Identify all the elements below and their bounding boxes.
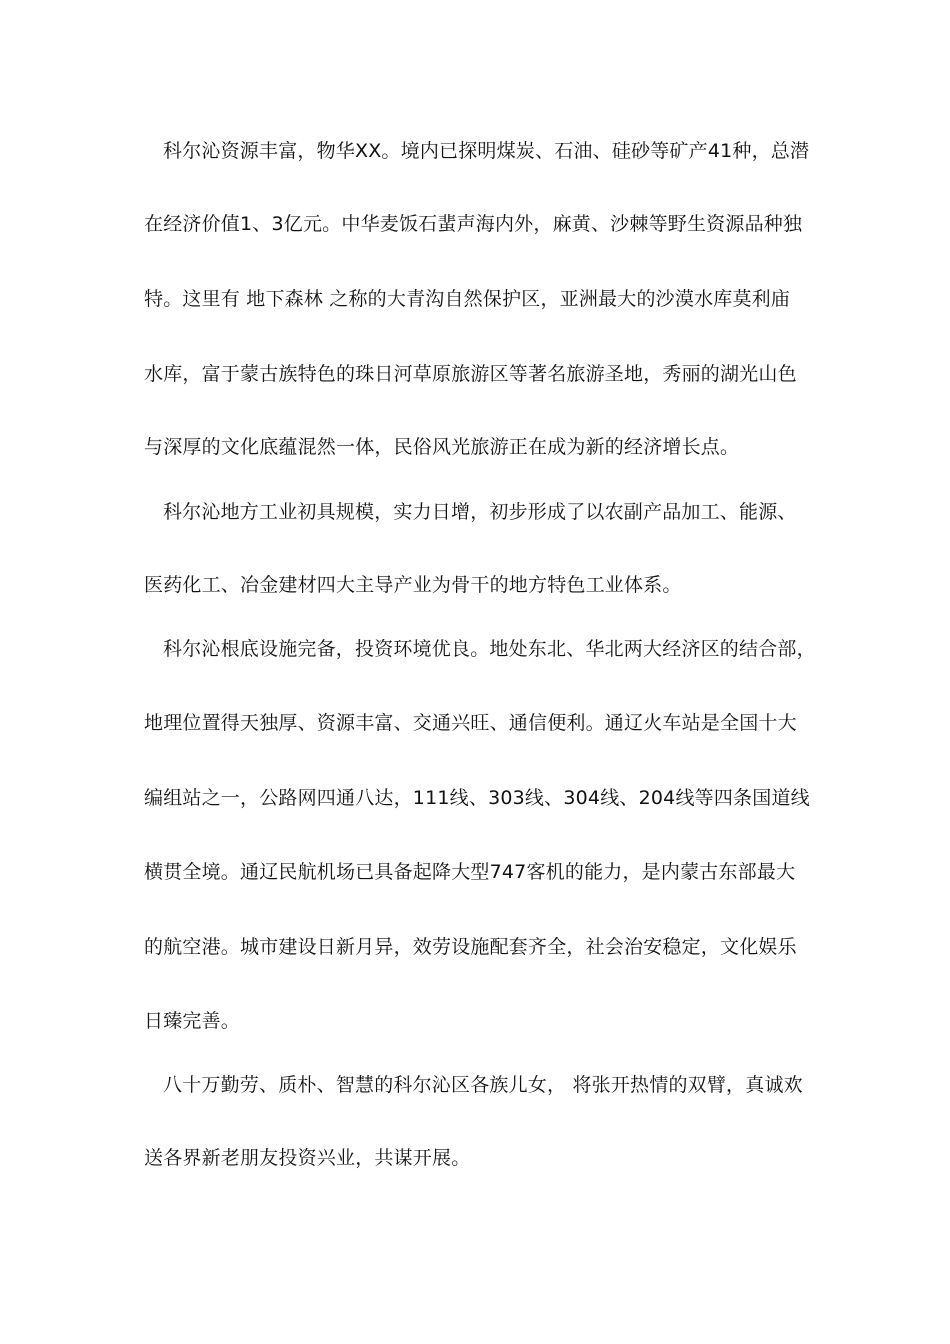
paragraph-3-line-2: 地理位置得天独厚、资源丰富、交通兴旺、通信便利。通辽火车站是全国十大 <box>144 712 797 734</box>
paragraph-1-line-3: 特。这里有 地下森林 之称的大青沟自然保护区，亚洲最大的沙漠水库莫利庙 <box>144 288 791 310</box>
paragraph-1-line-4: 水库，富于蒙古族特色的珠日河草原旅游区等著名旅游圣地，秀丽的湖光山色 <box>144 363 797 385</box>
paragraph-3-line-4: 横贯全境。通辽民航机场已具备起降大型747客机的能力，是内蒙古东部最大 <box>144 861 796 883</box>
paragraph-4-line-1: 八十万勤劳、质朴、智慧的科尔沁区各族儿女， 将张开热情的双臂，真诚欢 <box>163 1074 803 1096</box>
paragraph-3-line-6: 日臻完善。 <box>144 1010 241 1032</box>
paragraph-2-line-2: 医药化工、冶金建材四大主导产业为骨干的地方特色工业体系。 <box>144 574 682 596</box>
paragraph-1-line-1: 科尔沁资源丰富，物华XX。境内已探明煤炭、石油、硅砂等矿产41种，总潜 <box>163 140 810 162</box>
paragraph-2-line-1: 科尔沁地方工业初具规模，实力日增，初步形成了以农副产品加工、能源、 <box>163 501 797 523</box>
paragraph-3-line-3: 编组站之一，公路网四通八达，111线、303线、304线、204线等四条国道线 <box>144 787 810 809</box>
paragraph-4-line-2: 送各界新老朋友投资兴业，共谋开展。 <box>144 1147 471 1169</box>
paragraph-1-line-5: 与深厚的文化底蕴混然一体，民俗风光旅游正在成为新的经济增长点。 <box>144 436 740 458</box>
paragraph-3-line-1: 科尔沁根底设施完备，投资环境优良。地处东北、华北两大经济区的结合部， <box>163 638 816 660</box>
paragraph-3-line-5: 的航空港。城市建设日新月异，效劳设施配套齐全，社会治安稳定，文化娱乐 <box>144 936 797 958</box>
paragraph-1-line-2: 在经济价值1、3亿元。中华麦饭石蜚声海内外，麻黄、沙棘等野生资源品种独 <box>144 213 803 235</box>
